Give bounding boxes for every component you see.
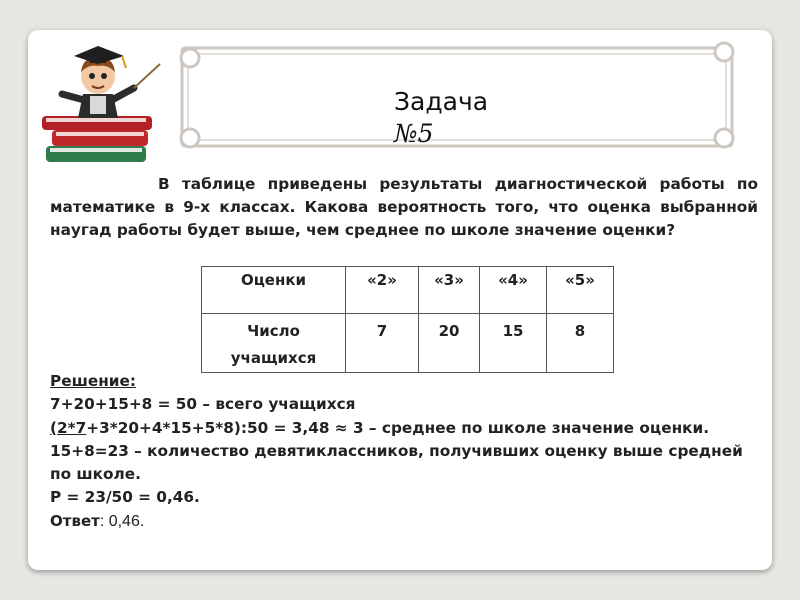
title-word: Задача xyxy=(394,87,489,116)
count-label-line2: учащихся xyxy=(230,349,317,367)
count-label-line1: Число xyxy=(247,322,300,340)
table-cell xyxy=(202,314,346,373)
table-cell: 7 xyxy=(346,314,419,373)
table-row xyxy=(202,314,614,373)
solution-heading: Решение: xyxy=(50,372,136,390)
solution-underlined-part: (2*7 xyxy=(50,418,87,437)
title-number: №5 xyxy=(394,119,434,148)
solution-line: 15+8=23 – количество девятиклассников, получивших оценку выше средней по школе. xyxy=(50,441,743,484)
table-cell: 15 xyxy=(480,314,547,373)
student-with-books-icon xyxy=(38,34,168,174)
table-cell: Оценки xyxy=(202,267,346,314)
problem-text: В таблице приведены результаты диагностической работы по математике в 9-х классах. Какова вероятность того, что оценка выбранной наугад работы будет выше, чем среднее по школе значение оценки? xyxy=(50,175,758,239)
solution-line: 7+20+15+8 = 50 – всего учащихся xyxy=(50,395,356,414)
solution-line: Р = 23/50 = 0,46. xyxy=(50,488,200,507)
page-title xyxy=(394,86,534,150)
solution-line xyxy=(50,417,758,440)
table-header-row xyxy=(202,267,614,314)
answer-label: Ответ xyxy=(50,511,100,530)
problem-statement xyxy=(50,173,758,242)
solution-line-rest: +3*20+4*15+5*8):50 = 3,48 ≈ 3 – среднее по школе значение оценки. xyxy=(86,418,710,437)
answer-line xyxy=(50,510,758,533)
table-cell: 20 xyxy=(419,314,480,373)
table-cell: 8 xyxy=(547,314,614,373)
solution-block xyxy=(50,370,758,533)
table-cell: «2» xyxy=(346,267,419,314)
grades-table xyxy=(201,266,614,373)
table-cell: «4» xyxy=(480,267,547,314)
table-cell: «5» xyxy=(547,267,614,314)
table-cell: «3» xyxy=(419,267,480,314)
answer-value: : 0,46. xyxy=(99,512,145,530)
